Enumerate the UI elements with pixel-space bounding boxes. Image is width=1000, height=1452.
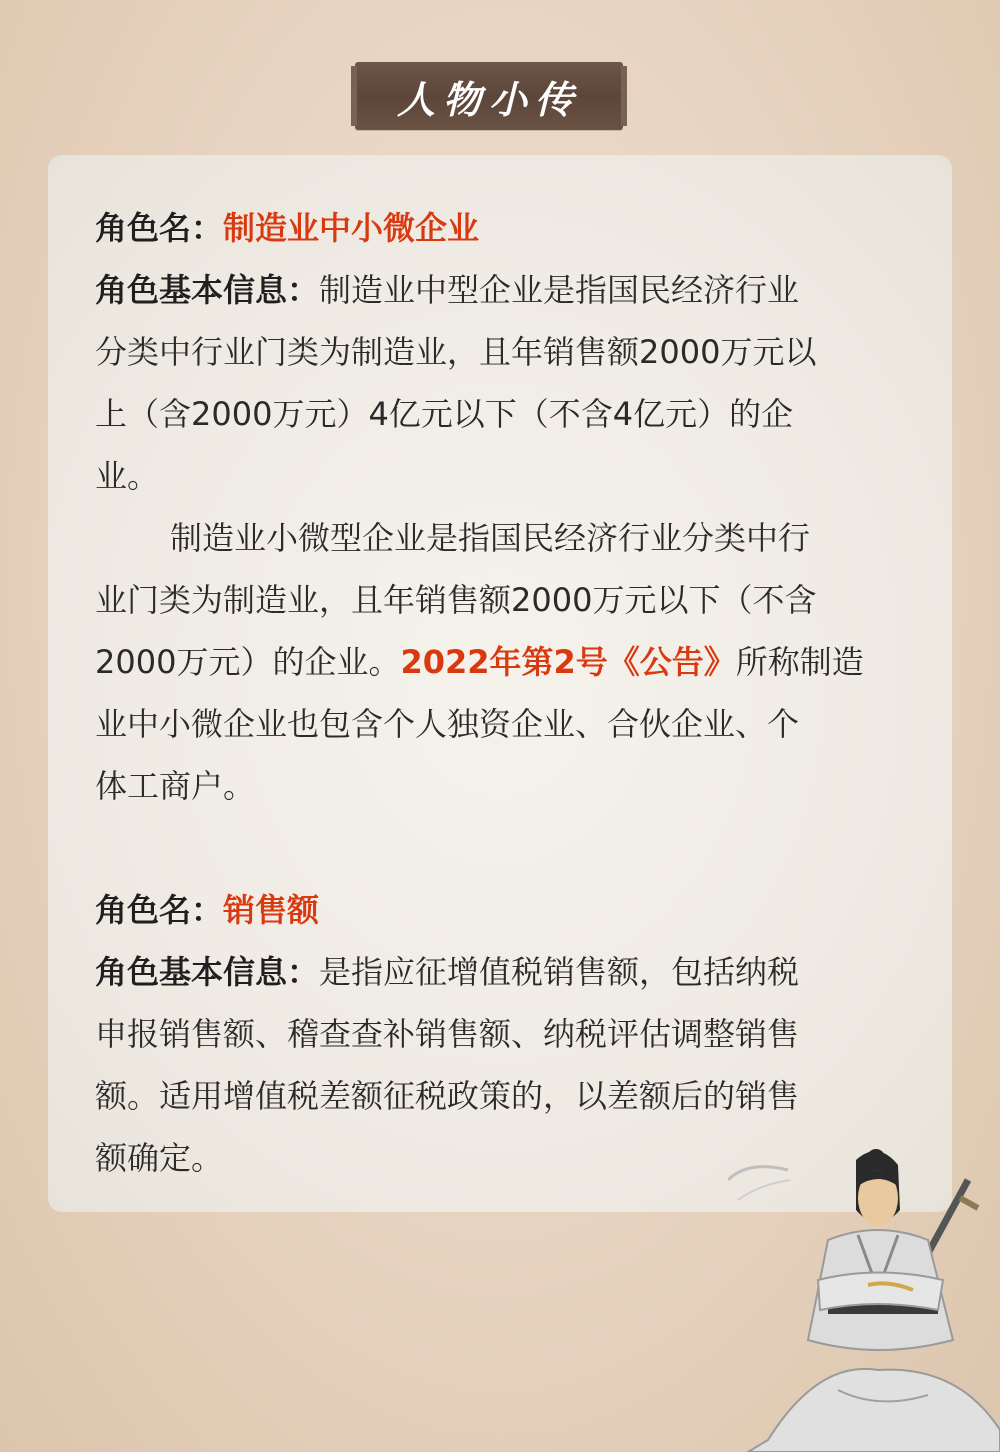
section2-info-line (95, 941, 965, 1003)
text-line (95, 631, 965, 693)
text-line: 制造业小微型企业是指国民经济行业分类中行 (170, 519, 811, 557)
text-line: 业。 (95, 457, 160, 495)
text-line: 上（含2000万元）4亿元以下（不含4亿元）的企 (95, 395, 794, 433)
info-label: 角色基本信息： (95, 953, 320, 991)
role-name: 销售额 (223, 891, 320, 929)
text-segment: 所称制造 (735, 643, 864, 681)
text-line: 业中小微企业也包含个人独资企业、合伙企业、个 (95, 705, 800, 743)
info-text: 制造业中型企业是指国民经济行业 (319, 271, 800, 309)
text-line: 分类中行业门类为制造业，且年销售额2000万元以 (95, 333, 817, 371)
section-divider (95, 817, 965, 879)
text-line: 额确定。 (95, 1139, 224, 1177)
text-line: 额。适用增值税差额征税政策的，以差额后的销售 (95, 1077, 800, 1115)
section1-info-line (95, 259, 965, 321)
swordsman-illustration-icon (728, 1140, 1000, 1452)
text-segment: 2000万元）的企业。 (95, 643, 401, 681)
title-banner (355, 62, 623, 130)
role-name: 制造业中小微企业 (223, 209, 480, 247)
role-label: 角色名： (95, 891, 224, 929)
text-line: 业门类为制造业，且年销售额2000万元以下（不含 (95, 581, 817, 619)
text-line: 申报销售额、稽查查补销售额、纳税评估调整销售 (95, 1015, 800, 1053)
role-label: 角色名： (95, 209, 224, 247)
info-text: 是指应征增值税销售额，包括纳税 (319, 953, 800, 991)
article-body (95, 197, 965, 1189)
info-label: 角色基本信息： (95, 271, 320, 309)
section2-role-line (95, 879, 965, 941)
announcement-highlight: 2022年第2号《公告》 (400, 643, 736, 681)
page-title: 人物小传 (396, 76, 581, 122)
section1-role-line (95, 197, 965, 259)
text-line: 体工商户。 (95, 767, 256, 805)
